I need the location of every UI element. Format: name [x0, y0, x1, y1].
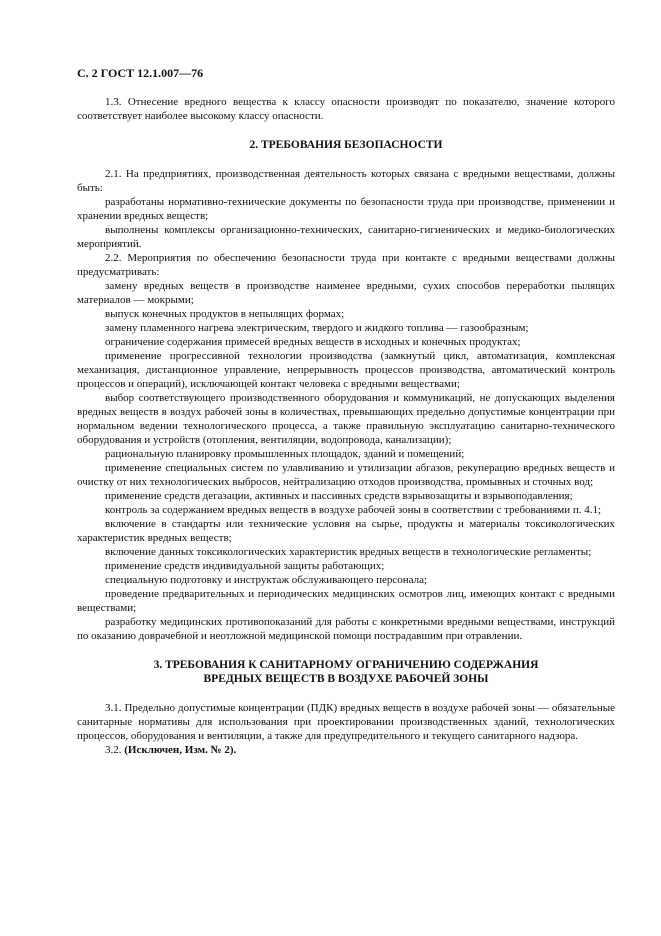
clause-number: 3.2. — [105, 744, 122, 756]
paragraph: применение прогрессивной технологии производства (замкнутый цикл, автоматизация, комплексная механизация, дистанционное управление, непрерывность процессов производства, автоматический контроль процессов и операций), исключающей контакт человека с вредными веществами; — [77, 350, 615, 390]
paragraph: выполнены комплексы организационно-технических, санитарно-гигиенических и медико-биологических мероприятий. — [77, 224, 615, 250]
section-2-title-text: 2. ТРЕБОВАНИЯ БЕЗОПАСНОСТИ — [249, 139, 443, 151]
paragraph: рациональную планировку промышленных площадок, зданий и помещений; — [105, 448, 465, 460]
section-3-title — [77, 658, 615, 686]
paragraph: замену пламенного нагрева электрическим, твердого и жидкого топлива — газообразным; — [105, 322, 529, 334]
paragraph: специальную подготовку и инструктаж обслуживающего персонала; — [105, 574, 428, 586]
paragraph: выбор соответствующего производственного оборудования и коммуникаций, не допускающих выделения вредных веществ в воздух рабочей зоны в количествах, превышающих предельно допустимые концентрации при нормальном ведении технологического процесса, а также правильную эксплуатацию санитарно-технического оборудования и устройств (отопления, вентиляции, водопровода, канализации); — [77, 392, 615, 446]
paragraph: применение средств дегазации, активных и пассивных средств взрывозащиты и взрывоподавления; — [105, 490, 573, 502]
paragraph: проведение предварительных и периодических медицинских осмотров лиц, имеющих контакт с вредными веществами; — [77, 588, 615, 614]
paragraph: 2.2. Мероприятия по обеспечению безопасности труда при контакте с вредными веществами должны предусматривать: — [77, 252, 615, 278]
intro-block — [77, 95, 615, 123]
paragraph: ограничение содержания примесей вредных веществ в исходных и конечных продуктах; — [105, 336, 521, 348]
paragraph: включение данных токсикологических характеристик вредных веществ в технологические регламенты; — [105, 546, 592, 558]
paragraph: применение специальных систем по улавливанию и утилизации абгазов, рекуперацию вредных веществ и очистку от них технологических выбросов, нейтрализацию отходов производства, промывных и сточных вод; — [77, 462, 615, 488]
section-2-title — [77, 138, 615, 152]
paragraph: замену вредных веществ в производстве наименее вредными, сухих способов переработки пылящих материалов — мокрыми; — [77, 280, 615, 306]
paragraph: 2.1. На предприятиях, производственная деятельность которых связана с вредными веществами, должны быть: — [77, 168, 615, 194]
page-header: С. 2 ГОСТ 12.1.007—76 — [77, 66, 204, 80]
paragraph: выпуск конечных продуктов в непылящих формах; — [105, 308, 345, 320]
paragraph: разработку медицинских противопоказаний для работы с конкретными вредными веществами, инструкций по оказанию доврачебной и неотложной медицинской помощи пострадавшим при отравлении. — [77, 616, 615, 642]
paragraph: контроль за содержанием вредных веществ в воздухе рабочей зоны в соответствии с требованиями п. 4.1; — [105, 504, 602, 516]
paragraph-excluded — [77, 743, 615, 757]
section-2-body — [77, 167, 615, 643]
section-3-title-line-2: ВРЕДНЫХ ВЕЩЕСТВ В ВОЗДУХЕ РАБОЧЕЙ ЗОНЫ — [203, 673, 489, 685]
paragraph: разработаны нормативно-технические документы по безопасности труда при производстве, применении и хранении вредных веществ; — [77, 196, 615, 222]
paragraph: 3.1. Предельно допустимые концентрации (ПДК) вредных веществ в воздухе рабочей зоны — обязательные санитарные нормативы для использования при проектировании производственных зданий, технологических процессов, оборудования и вентиляции, а также для предупредительного и текущего санитарного надзора. — [77, 702, 615, 742]
section-3-title-line-1: 3. ТРЕБОВАНИЯ К САНИТАРНОМУ ОГРАНИЧЕНИЮ СОДЕРЖАНИЯ — [153, 659, 539, 671]
intro-paragraph: 1.3. Отнесение вредного вещества к классу опасности производят по показателю, значение которого соответствует наиболее высокому классу опасности. — [77, 96, 615, 122]
section-3-body — [77, 701, 615, 757]
paragraph: включение в стандарты или технические условия на сырье, продукты и материалы токсикологических характеристик вредных веществ; — [77, 518, 615, 544]
excluded-note: (Исключен, Изм. № 2). — [124, 744, 237, 756]
paragraph: применение средств индивидуальной защиты работающих; — [105, 560, 385, 572]
